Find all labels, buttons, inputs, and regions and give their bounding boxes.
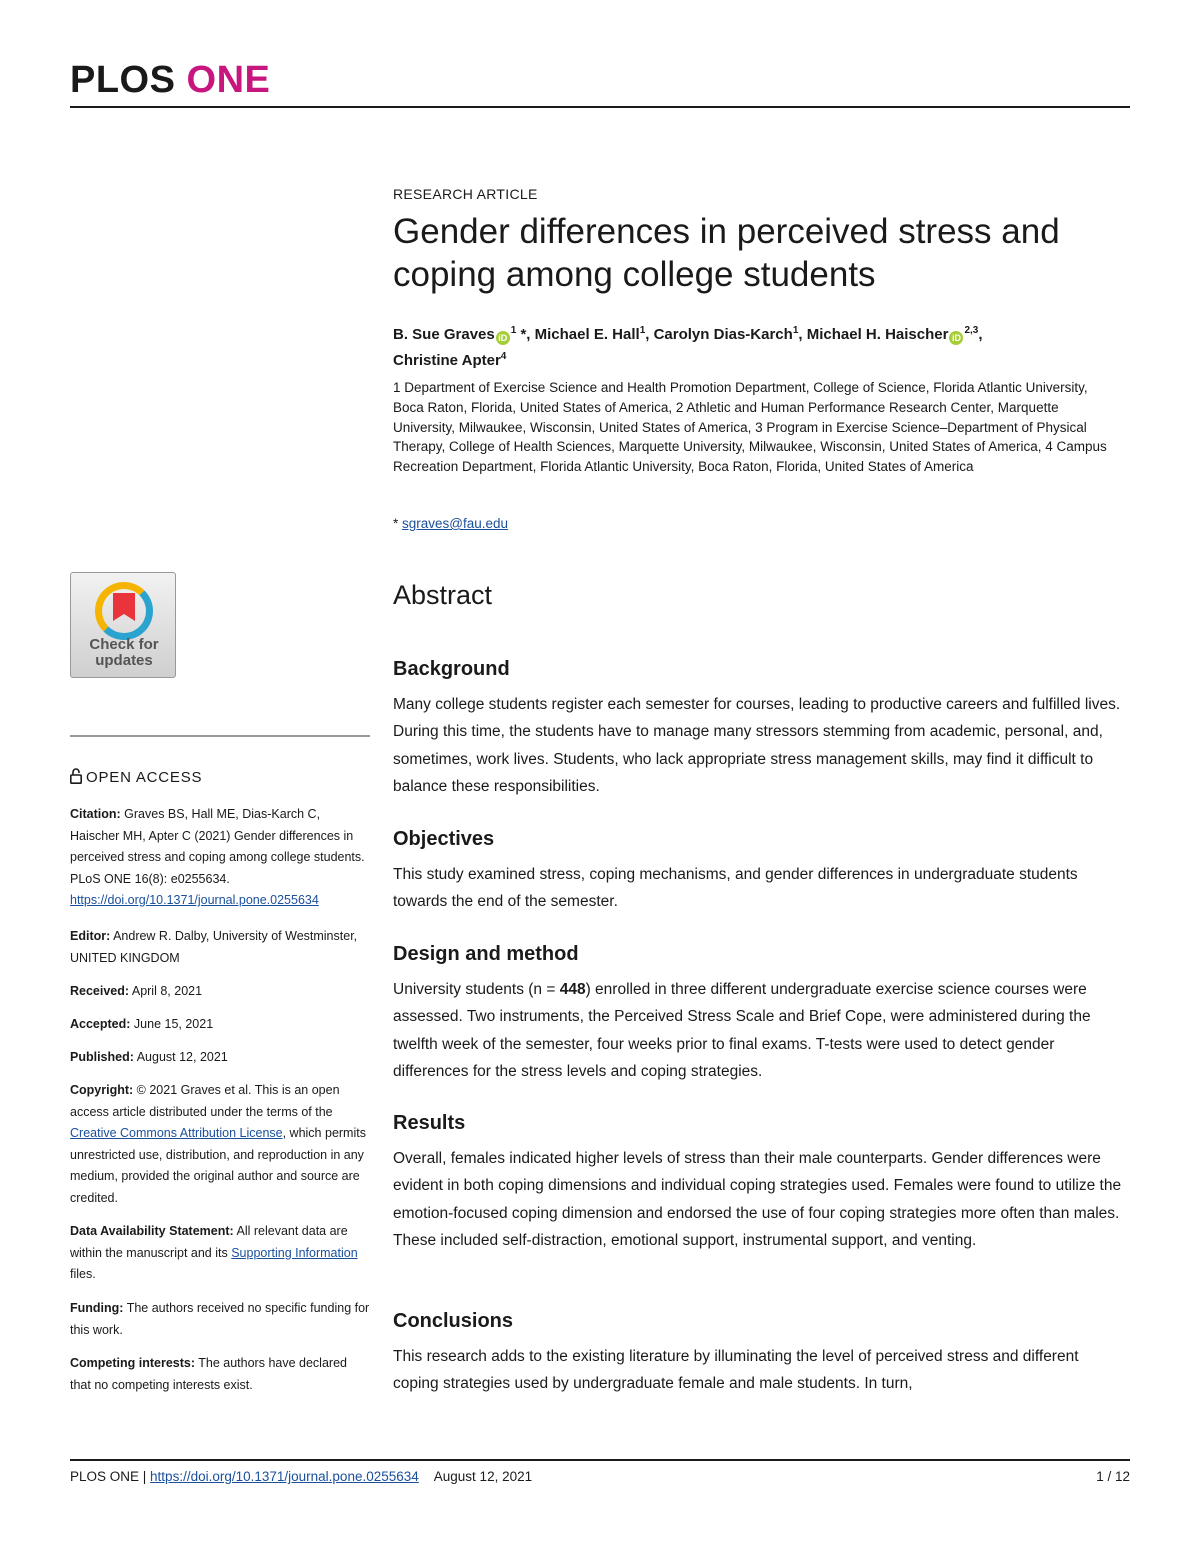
author-affil: 1 <box>792 325 799 336</box>
check-for-updates-button[interactable] <box>70 572 176 678</box>
open-lock-icon <box>70 768 82 784</box>
footer-date: August 12, 2021 <box>433 1469 533 1484</box>
journal-logo <box>70 58 270 102</box>
design-heading: Design and method <box>393 943 579 965</box>
orcid-icon[interactable]: iD <box>949 331 963 345</box>
citation-doi-link[interactable]: https://doi.org/10.1371/journal.pone.0255634 <box>70 893 319 907</box>
email-link[interactable]: sgraves@fau.edu <box>402 516 509 531</box>
results-text: Overall, females indicated higher levels of stress than their male counterparts. Gender differences were evident in both coping dimensions and individual coping strategies used. Females were found to utilize the emotion-focused coping dimension and endorsed the use of four coping strategies more often than males. These included self-distraction, emotional support, instrumental support, and venting. <box>393 1150 1122 1250</box>
author-affil: 1 <box>510 325 517 336</box>
data-availability-block: Data Availability Statement: All relevant data are within the manuscript and its Supporting Information files. <box>70 1224 358 1281</box>
license-link[interactable]: Creative Commons Attribution License <box>70 1126 283 1140</box>
corresponding-mark: *, <box>520 326 531 343</box>
copyright-block: Copyright: © 2021 Graves et al. This is an open access article distributed under the terms of the Creative Commons Attribution License, which permits unrestricted use, distribution, and reproduction in any medium, provided the original author and source are credited. <box>70 1083 366 1205</box>
footer-divider <box>70 1459 1130 1461</box>
affiliations: 1 Department of Exercise Science and Health Promotion Department, College of Science, Florida Atlantic University, Boca Raton, Florida, United States of America, 2 Athletic and Human Performance Research Center, Marquette University, Milwaukee, Wisconsin, United States of America, 3 Program in Exercise Science–Department of Physical Therapy, College of Health Sciences, Marquette University, Milwaukee, Wisconsin, United States of America, 4 Campus Recreation Department, Florida Atlantic University, Boca Raton, Florida, United States of America <box>393 380 1107 475</box>
author-affil: 1 <box>639 325 646 336</box>
author-name[interactable]: B. Sue Graves <box>393 326 495 343</box>
conclusions-heading: Conclusions <box>393 1310 514 1332</box>
footer-doi-link[interactable]: https://doi.org/10.1371/journal.pone.0255634 <box>150 1469 419 1484</box>
supporting-info-link[interactable]: Supporting Information <box>231 1245 358 1260</box>
page-number: 1 / 12 <box>1096 1469 1130 1484</box>
funding-block: Funding: The authors received no specific funding for this work. <box>70 1301 370 1337</box>
citation-block: Citation: Graves BS, Hall ME, Dias-Karch C, Haischer MH, Apter C (2021) Gender differences in perceived stress and coping among college students. PLoS ONE 16(8): e0255634. https://doi.org/10.1371/journal.pone.0255634 <box>70 807 365 907</box>
published-date: Published: August 12, 2021 <box>70 1050 228 1064</box>
author-name[interactable]: Christine Apter <box>393 352 501 369</box>
objectives-text: This study examined stress, coping mechanisms, and gender differences in undergraduate students towards the end of the semester. <box>393 866 1078 911</box>
sidebar-divider <box>70 735 370 737</box>
background-text: Many college students register each semester for courses, leading to productive careers and fulfilled lives. During this time, the students have to manage many stressors stemming from academic, personal, and, sometimes, work lives. Students, who lack appropriate stress management skills, may find it difficult to balance these responsibilities. <box>393 696 1121 796</box>
logo-plos: PLOS <box>70 59 176 101</box>
objectives-heading: Objectives <box>393 828 495 850</box>
results-heading: Results <box>393 1112 466 1134</box>
author-affil: 4 <box>500 351 507 362</box>
accepted-date: Accepted: June 15, 2021 <box>70 1017 214 1031</box>
article-type: RESEARCH ARTICLE <box>393 186 538 202</box>
background-heading: Background <box>393 658 510 680</box>
design-text: University students (n = 448) enrolled in three different undergraduate exercise science courses were assessed. Two instruments, the Perceived Stress Scale and Brief Cope, were administered during the twelfth week of the semester, four weeks prior to final exams. T-tests were used to detect gender differences for the stress levels and coping strategies. <box>393 981 1091 1081</box>
conclusions-text: This research adds to the existing literature by illuminating the level of perceived stress and different coping strategies used by undergraduate female and male students. In turn, <box>393 1348 1079 1393</box>
orcid-icon[interactable]: iD <box>496 331 510 345</box>
article-title: Gender differences in perceived stress and coping among college students <box>393 212 1060 294</box>
logo-one: ONE <box>186 59 271 101</box>
abstract-heading: Abstract <box>393 580 493 610</box>
corresponding-email <box>393 516 508 531</box>
open-access-label: OPEN ACCESS <box>70 768 202 786</box>
author-name[interactable]: Michael H. Haischer <box>806 326 949 343</box>
editor-block: Editor: Andrew R. Dalby, University of Westminster, UNITED KINGDOM <box>70 929 358 965</box>
page-footer: PLOS ONE | https://doi.org/10.1371/journal.pone.0255634 August 12, 2021 <box>70 1469 533 1484</box>
received-date: Received: April 8, 2021 <box>70 984 203 998</box>
email-marker: * <box>393 516 399 531</box>
author-name[interactable]: Carolyn Dias-Karch <box>653 326 793 343</box>
author-affil: 2,3 <box>964 325 979 336</box>
check-updates-label: Check for updates <box>89 636 159 669</box>
footer-journal: PLOS ONE <box>70 1469 140 1484</box>
top-divider <box>70 106 1130 108</box>
competing-interests-block: Competing interests: The authors have declared that no competing interests exist. <box>70 1356 347 1392</box>
author-name[interactable]: Michael E. Hall <box>534 326 640 343</box>
author-list: B. Sue Graves $iD^1$ *, Michael E. Hall$^1$, Carolyn Dias-Karch$^1$, Michael H. Haischer iD$^{2,3}$, Christine Apter$^4$ <box>393 325 983 369</box>
